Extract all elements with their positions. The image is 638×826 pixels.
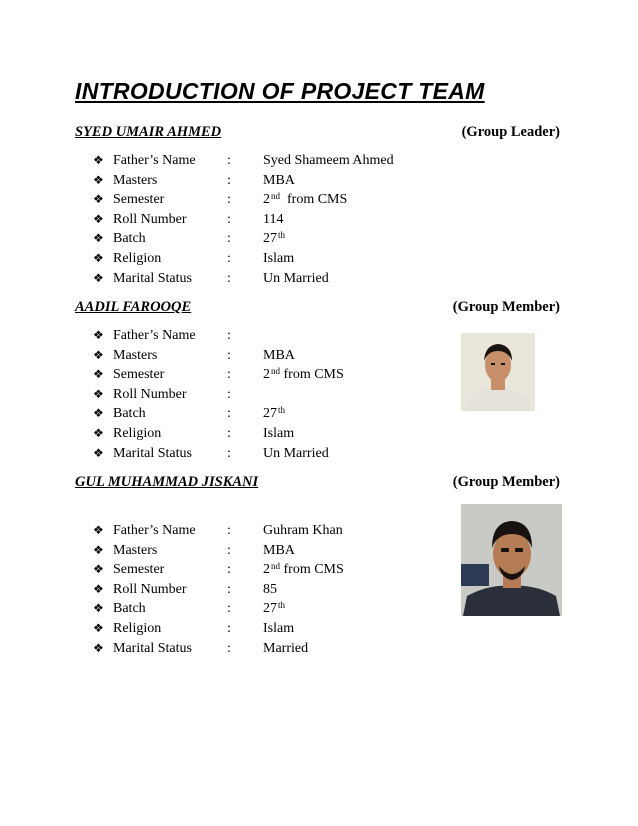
diamond-bullet-icon: ❖ (93, 231, 104, 246)
detail-value (263, 562, 344, 578)
member-photo (461, 333, 535, 411)
portrait-image (461, 333, 535, 411)
detail-value-text: MBA (263, 542, 295, 558)
detail-label: Father’s Name (113, 328, 196, 343)
diamond-bullet-icon: ❖ (93, 251, 104, 265)
diamond-bullet-icon: ❖ (93, 211, 104, 226)
detail-value-suffix: from CMS (280, 367, 344, 383)
detail-label: Batch (113, 406, 146, 422)
colon-separator: : (227, 328, 231, 343)
diamond-bullet-icon: ❖ (93, 386, 104, 401)
member-photo (461, 504, 562, 616)
member-role: (Group Member) (452, 474, 560, 490)
detail-label: Religion (113, 621, 162, 636)
page-title: INTRODUCTION OF PROJECT TEAM (75, 78, 485, 104)
ordinal-suffix: nd (271, 561, 280, 572)
detail-value-text: 114 (263, 211, 284, 227)
detail-label: Masters (113, 542, 158, 558)
detail-value-text: MBA (263, 347, 295, 363)
diamond-bullet-icon: ❖ (93, 347, 104, 362)
member-name: AADIL FAROOQE (75, 299, 192, 315)
detail-value-suffix: from CMS (280, 562, 344, 578)
colon-separator: : (227, 192, 231, 208)
colon-separator: : (227, 347, 231, 363)
detail-value-text: 85 (263, 581, 277, 597)
colon-separator: : (227, 621, 231, 636)
colon-separator: : (227, 172, 231, 188)
member-name: SYED UMAIR AHMED (75, 124, 222, 140)
ordinal-suffix: nd (271, 191, 280, 202)
colon-separator: : (227, 270, 231, 286)
detail-value-text: 27 (263, 601, 277, 617)
colon-separator: : (227, 601, 231, 617)
diamond-bullet-icon: ❖ (93, 270, 104, 285)
detail-value (263, 621, 294, 637)
detail-value (263, 406, 285, 422)
detail-label: Masters (113, 347, 158, 363)
colon-separator: : (227, 523, 231, 538)
detail-label: Semester (113, 367, 165, 383)
detail-label: Roll Number (113, 211, 187, 227)
detail-label: Marital Status (113, 270, 192, 286)
detail-value-text: Syed Shameem Ahmed (263, 153, 394, 168)
detail-value (263, 641, 308, 657)
ordinal-suffix: nd (271, 366, 280, 377)
detail-value-text: Un Married (263, 445, 329, 461)
detail-value (263, 446, 329, 462)
colon-separator: : (227, 445, 231, 461)
diamond-bullet-icon: ❖ (93, 621, 104, 635)
detail-value (263, 192, 347, 208)
background-sign (461, 564, 489, 586)
detail-label: Marital Status (113, 445, 192, 461)
detail-value (263, 543, 295, 559)
detail-value (263, 523, 343, 539)
detail-value-suffix: from CMS (280, 192, 348, 208)
detail-value-text: Un Married (263, 270, 329, 286)
diamond-bullet-icon: ❖ (93, 367, 104, 382)
colon-separator: : (227, 562, 231, 578)
detail-label: Religion (113, 251, 162, 266)
right-eye (501, 363, 505, 365)
detail-value (263, 271, 329, 287)
ordinal-suffix: th (278, 600, 286, 611)
member-role: (Group Member) (452, 299, 560, 315)
diamond-bullet-icon: ❖ (93, 445, 104, 460)
colon-separator: : (227, 251, 231, 266)
diamond-bullet-icon: ❖ (93, 542, 104, 557)
diamond-bullet-icon: ❖ (93, 426, 104, 440)
detail-value-text: 27 (263, 406, 277, 422)
detail-value (263, 153, 394, 169)
colon-separator: : (227, 231, 231, 247)
detail-value-text: Islam (263, 621, 295, 636)
detail-value (263, 348, 295, 364)
detail-value-text: 27 (263, 231, 277, 247)
detail-value-text: 2 (263, 367, 270, 383)
detail-value (263, 231, 285, 247)
diamond-bullet-icon: ❖ (93, 153, 104, 167)
diamond-bullet-icon: ❖ (93, 172, 104, 187)
ordinal-suffix: th (278, 230, 286, 241)
detail-label: Roll Number (113, 581, 187, 597)
detail-label: Semester (113, 562, 165, 578)
detail-label: Religion (113, 426, 162, 441)
detail-value-text: Islam (263, 426, 295, 441)
detail-value (263, 601, 285, 617)
detail-value-text: 2 (263, 562, 270, 578)
colon-separator: : (227, 640, 231, 656)
colon-separator: : (227, 153, 231, 168)
portrait-image (461, 504, 562, 616)
colon-separator: : (227, 386, 231, 402)
detail-value (263, 173, 295, 189)
detail-label: Roll Number (113, 386, 187, 402)
diamond-bullet-icon: ❖ (93, 192, 104, 207)
detail-value-text: Guhram Khan (263, 523, 343, 538)
colon-separator: : (227, 581, 231, 597)
detail-label: Father’s Name (113, 153, 196, 168)
diamond-bullet-icon: ❖ (93, 406, 104, 421)
detail-label: Batch (113, 601, 146, 617)
colon-separator: : (227, 406, 231, 422)
diamond-bullet-icon: ❖ (93, 581, 104, 596)
diamond-bullet-icon: ❖ (93, 562, 104, 577)
colon-separator: : (227, 211, 231, 227)
diamond-bullet-icon: ❖ (93, 523, 104, 537)
detail-value-text: Married (263, 640, 309, 656)
right-eye (515, 548, 523, 552)
diamond-bullet-icon: ❖ (93, 601, 104, 616)
left-eye (501, 548, 509, 552)
detail-label: Semester (113, 192, 165, 208)
colon-separator: : (227, 542, 231, 558)
diamond-bullet-icon: ❖ (93, 328, 104, 342)
detail-value (263, 212, 283, 228)
detail-label: Batch (113, 231, 146, 247)
colon-separator: : (227, 426, 231, 441)
detail-value (263, 367, 344, 383)
detail-label: Father’s Name (113, 523, 196, 538)
detail-label: Marital Status (113, 640, 192, 656)
detail-value-text: 2 (263, 192, 270, 208)
member-role: (Group Leader) (461, 124, 560, 140)
detail-value-text: MBA (263, 172, 295, 188)
detail-label: Masters (113, 172, 158, 188)
left-eye (491, 363, 495, 365)
detail-value (263, 582, 277, 598)
detail-value (263, 251, 294, 267)
member-name: GUL MUHAMMAD JISKANI (75, 474, 259, 490)
ordinal-suffix: th (278, 405, 286, 416)
detail-value (263, 426, 294, 442)
detail-value-text: Islam (263, 251, 295, 266)
diamond-bullet-icon: ❖ (93, 640, 104, 655)
colon-separator: : (227, 367, 231, 383)
